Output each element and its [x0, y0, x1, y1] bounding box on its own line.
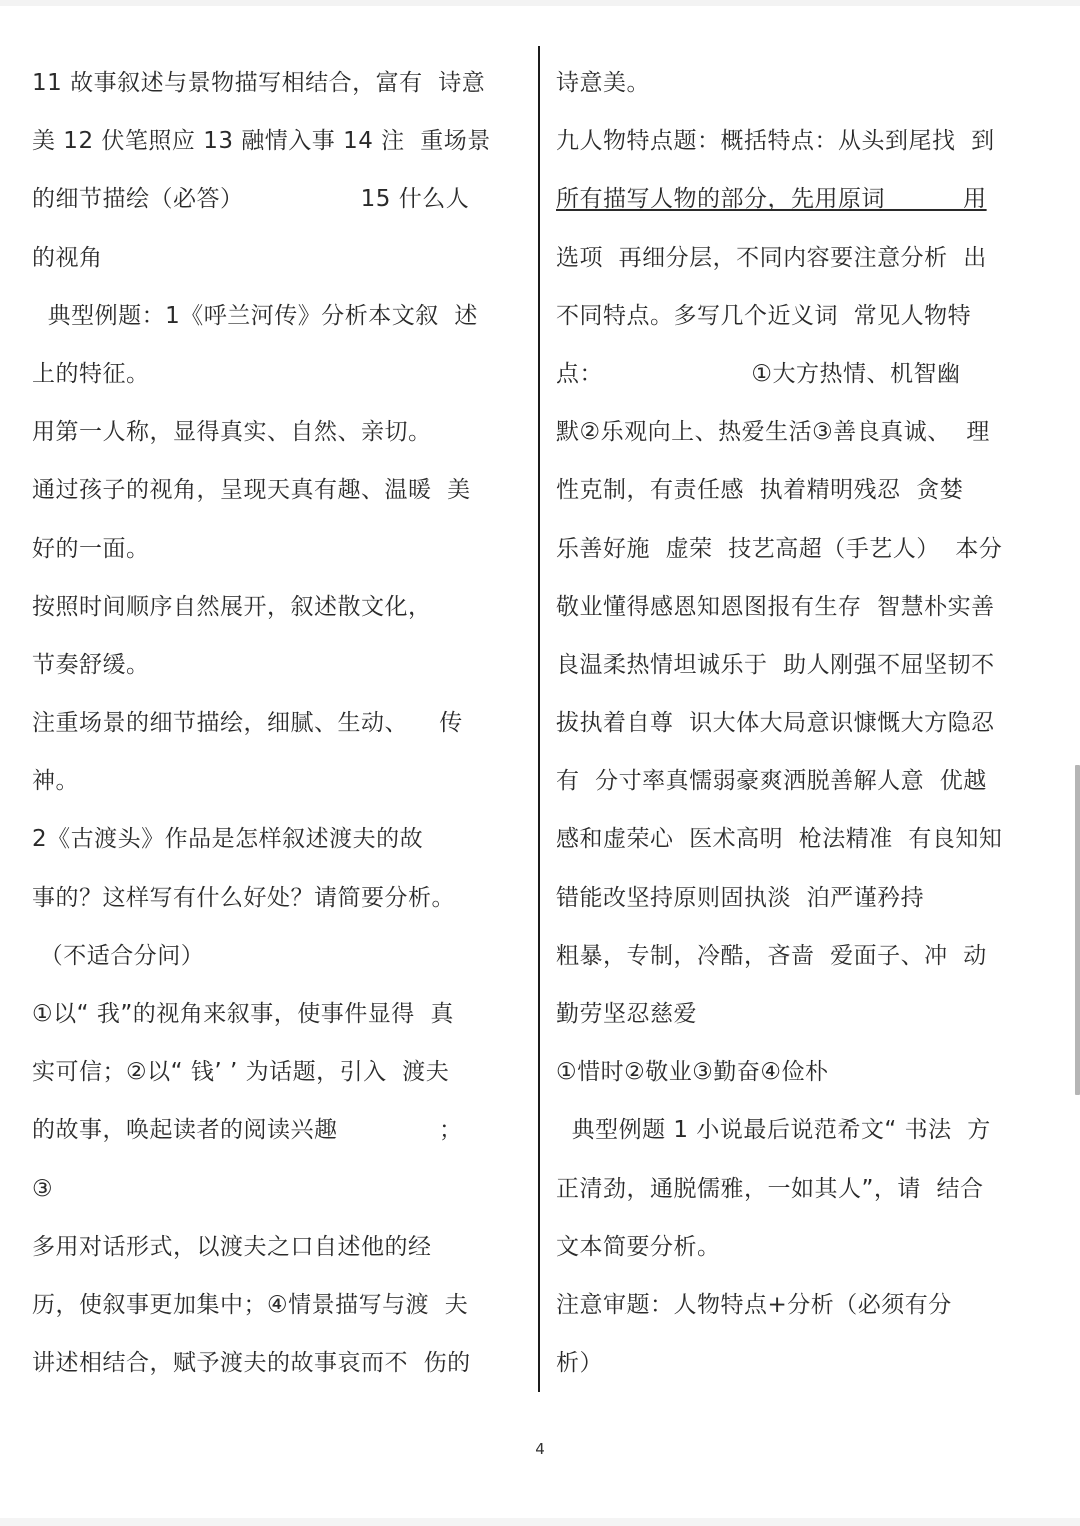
document-page: [0, 6, 1080, 1518]
text-line: ①以“ 我”的视角来叙事，使事件显得 真: [32, 1001, 454, 1027]
bottom-edge: [0, 1518, 1080, 1526]
text-line: 点： ①大方热情、机智幽: [556, 360, 961, 387]
text-line: 神。: [32, 768, 79, 795]
text-line: 敬业懂得感恩知恩图报有生存 智慧朴实善: [556, 593, 995, 620]
text-line: 感和虚荣心 医术高明 枪法精准 有良知知: [556, 826, 1003, 853]
text-line: 的故事，唤起读者的阅读兴趣 ；: [32, 1117, 463, 1144]
text-line: 历，使叙事更加集中；④情景描写与渡 夫: [32, 1291, 469, 1318]
text-line: 节奏舒缓。: [32, 651, 150, 678]
text-line: 选项 再细分层，不同内容要注意分析 出: [556, 244, 987, 271]
text-line: 析）: [556, 1350, 603, 1377]
text-line: 注意审题：人物特点+分析（必须有分: [556, 1291, 952, 1318]
left-column: [32, 54, 524, 1392]
text-line: 不同特点。多写几个近义词 常见人物特: [556, 302, 972, 329]
text-line: ③: [32, 1175, 54, 1202]
right-column: [556, 54, 1046, 1392]
text-line: （不适合分问）: [32, 942, 205, 969]
text-line: 默②乐观向上、热爱生活③善良真诚、 理: [556, 419, 990, 446]
text-line: 11 故事叙述与景物描写相结合，富有 诗意: [32, 70, 486, 96]
text-line: 讲述相结合，赋予渡夫的故事哀而不 伤的: [32, 1350, 471, 1377]
text-line: 粗暴，专制，冷酷，吝啬 爱面子、冲 动: [556, 942, 987, 969]
text-line: 按照时间顺序自然展开，叙述散文化，: [32, 593, 432, 620]
text-line: 上的特征。: [32, 360, 150, 387]
text-line: 文本简要分析。: [556, 1233, 721, 1260]
text-line: 注重场景的细节描绘，细腻、生动、 传: [32, 710, 463, 737]
text-line: ①惜时②敬业③勤奋④俭朴: [556, 1059, 829, 1086]
text-line: 用第一人称，显得真实、自然、亲切。: [32, 419, 432, 446]
example-heading: 典型例题：1《呼兰河传》分析本文叙 述: [32, 302, 478, 329]
text-line: 乐善好施 虚荣 技艺高超（手艺人） 本分: [556, 535, 1003, 562]
vertical-scrollbar[interactable]: [1075, 765, 1080, 1095]
text-line: 通过孩子的视角，呈现天真有趣、温暖 美: [32, 477, 471, 504]
text-line: 好的一面。: [32, 535, 150, 562]
text-line: 的细节描绘（必答） 15 什么人: [32, 186, 470, 213]
text-line: 美 12 伏笔照应 13 融情入事 14 注 重场景: [32, 128, 491, 155]
text-line: 多用对话形式，以渡夫之口自述他的经: [32, 1233, 432, 1260]
text-line: 有 分寸率真懦弱豪爽洒脱善解人意 优越: [556, 768, 987, 795]
text-line: 正清劲，通脱儒雅，一如其人”，请 结合: [556, 1175, 984, 1202]
page-number: 4: [535, 1440, 545, 1458]
text-line: 良温柔热情坦诚乐于 助人刚强不屈坚韧不: [556, 651, 995, 678]
text-line: 事的？这样写有什么好处？请简要分析。: [32, 884, 455, 911]
example-heading: 典型例题 1 小说最后说范希文“ 书法 方: [556, 1117, 991, 1144]
underlined-text-line: 所有描写人物的部分，先用原词 用: [556, 186, 987, 213]
text-line: 诗意美。: [556, 70, 650, 96]
text-line: 错能改坚持原则固执淡 泊严谨矜持: [556, 884, 925, 911]
text-line: 性克制，有责任感 执着精明残忍 贪婪: [556, 477, 964, 504]
column-divider: [538, 46, 540, 1392]
text-line: 勤劳坚忍慈爱: [556, 1001, 697, 1027]
text-line: 的视角: [32, 244, 103, 271]
text-line: 拔执着自尊 识大体大局意识慷慨大方隐忍: [556, 710, 995, 737]
section-heading: 九人物特点题：概括特点：从头到尾找 到: [556, 128, 995, 155]
text-line: 实可信；②以“ 钱’ ’ 为话题，引入 渡夫: [32, 1059, 450, 1086]
question-heading: 2《古渡头》作品是怎样叙述渡夫的故: [32, 826, 424, 853]
